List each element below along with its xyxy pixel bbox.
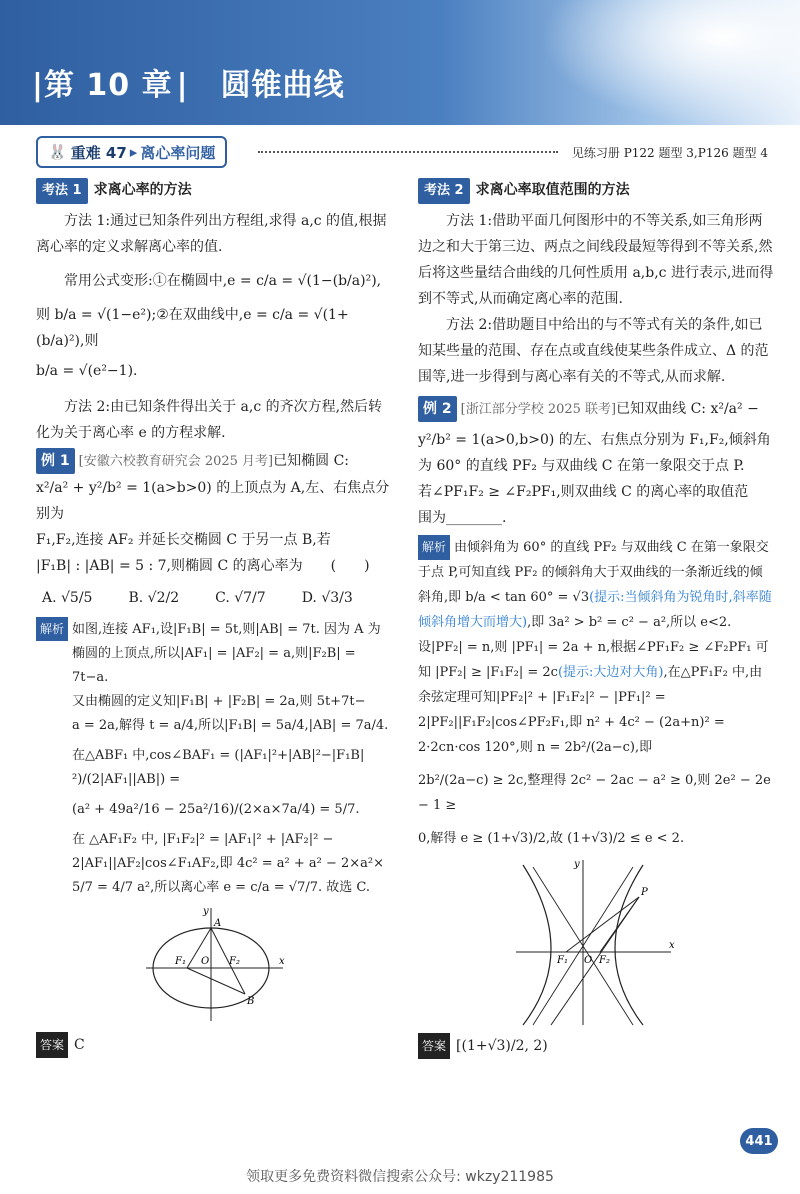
- rabbit-icon: 🐰: [48, 143, 67, 161]
- solution1-line: 又由椭圆的定义知|F₁B| + |F₂B| = 2a,则 5t+7t−: [72, 694, 366, 709]
- m1-text: 方法 1:通过已知条件列出方程组,求得 a,c 的值,根据离心率的定义求解离心率的值.: [36, 213, 387, 255]
- label-A: A: [214, 918, 222, 929]
- example1-tag: 例 1: [36, 448, 75, 474]
- method1-heading: [36, 177, 396, 204]
- banner-clouds: [540, 0, 800, 125]
- chapter-label: 第 10 章: [43, 68, 173, 103]
- label-B: B: [247, 996, 255, 1007]
- solution1-line: 2|AF₁||AF₂|cos∠F₁AF₂,即 4c² = a² + a² − 2×a²×: [72, 856, 384, 871]
- arrow-icon: ▸: [129, 143, 138, 161]
- left-column: [36, 175, 396, 1058]
- option-c: C. √7/7: [215, 590, 266, 606]
- topic-label: 重难 47: [70, 143, 127, 162]
- right-column: [418, 175, 774, 1059]
- example2: [418, 396, 774, 423]
- example1-source: [安徽六校教育研究会 2025 月考]: [78, 454, 274, 469]
- label-O: O: [584, 955, 593, 966]
- solution1-line: a = 2a,解得 t = a/4,所以|F₁B| = 5a/4,|AB| = 7a/4.: [72, 718, 389, 733]
- label-F2: F₂: [599, 955, 610, 966]
- solution1: [36, 617, 396, 900]
- solution1-line: 如图,连接 AF₁,设|F₁B| = 5t,则|AB| = 7t. 因为 A 为: [72, 622, 381, 637]
- label-P: P: [641, 887, 648, 898]
- solution2-part5: 0,解得 e ≥ (1+√3)/2,故 (1+√3)/2 ≤ e < 2.: [418, 831, 685, 846]
- m2-text: 方法 2:由已知条件得出关于 a,c 的齐次方程,然后转化为关于离心率 e 的方程求解.: [36, 399, 383, 441]
- answer2-tag: 答案: [418, 1033, 450, 1059]
- label-x: x: [279, 956, 285, 967]
- solution2-part3: ,在△PF₁F₂ 中,由余弦定理可知|PF₂|² + |F₁F₂|² − |PF₁|² = 2|PF₂||F₁F₂|cos∠PF₂F₁,即 n² + 4c² − (2a+n)² = 2·2cn·cos 120°,则 n = 2b²/(2a−c),即: [418, 665, 763, 755]
- r-p1: 方法 1:借助平面几何图形中的不等关系,如三角形两边之和大于第三边、两点之间线段最短等得到不等关系,然后将这些量结合曲线的几何性质用 a,b,c 进行表示,进而得到不等式,从而确定离心率的范围.: [418, 213, 774, 307]
- solution1-line: (a² + 49a²/16 − 25a²/16)/(2×a×7a/4) = 5/7.: [72, 802, 360, 817]
- solution1-tag: 解析: [36, 617, 68, 641]
- option-a: A. √5/5: [42, 590, 93, 606]
- method1-tag: 考法 1: [36, 178, 88, 204]
- label-y: y: [203, 906, 209, 917]
- solution1-line: 在 △AF₁F₂ 中, |F₁F₂|² = |AF₁|² + |AF₂|² −: [72, 832, 334, 847]
- label-x: x: [669, 940, 675, 951]
- footer-text: 领取更多免费资料微信搜索公众号: wkzy211985: [246, 1169, 554, 1185]
- chapter-banner: [0, 0, 800, 125]
- label-F2: F₂: [229, 956, 240, 967]
- bar-right: |: [176, 68, 189, 103]
- example1: [36, 448, 396, 475]
- method1-title: 求离心率的方法: [93, 182, 192, 198]
- example1-line3: F₁,F₂,连接 AF₂ 并延长交椭圆 C 于另一点 B,若: [36, 532, 331, 548]
- solution2-part1: 由倾斜角为 60° 的直线 PF₂ 与双曲线 C 在第一象限交于点 P,可知直线 PF₂ 的倾斜角大于双曲线的一条渐近线的倾斜角,即 b/a < tan 60° = √3: [418, 540, 769, 605]
- solution2-part4: 2b²/(2a−c) ≥ 2c,整理得 2c² − 2ac − a² ≥ 0,则 2e² − 2e − 1 ≥: [418, 773, 771, 813]
- topic-name: 离心率问题: [140, 143, 216, 162]
- solution1-line: 5/7 = 4/7 a²,所以离心率 e = c/a = √7/7. 故选 C.: [72, 880, 370, 895]
- answer1-tag: 答案: [36, 1032, 68, 1058]
- solution2-hint1: (提示:当倾斜角为锐角时,斜率随倾斜角增大而增大): [418, 590, 772, 630]
- label-F1: F₁: [557, 955, 568, 966]
- solution2-part2: ,即 3a² > b² = c² − a²,所以 e<2. 设|PF₂| = n,则 |PF₁| = 2a + n,根据∠PF₁F₂ ≥ ∠F₂PF₁ 可知 |PF₂| ≥ |F₁F₂| = 2c: [418, 615, 769, 680]
- m1-formula3: b/a = √(e²−1).: [36, 363, 138, 379]
- answer2-value: [(1+√3)/2, 2): [456, 1038, 548, 1054]
- example2-line2: y²/b² = 1(a>0,b>0) 的左、右焦点分别为 F₁,F₂,倾斜角: [418, 432, 771, 448]
- method2-title: 求离心率取值范围的方法: [475, 182, 630, 198]
- example1-line1: 已知椭圆 C:: [273, 453, 350, 469]
- solution2-tag: 解析: [418, 535, 450, 560]
- topic-box: [36, 136, 227, 168]
- bar-left: |: [32, 68, 44, 103]
- dotted-leader: [258, 151, 558, 153]
- option-d: D. √3/3: [301, 590, 353, 606]
- solution1-line: 椭圆的上顶点,所以|AF₁| = |AF₂| = a,则|F₂B| =: [72, 646, 356, 661]
- option-b: B. √2/2: [128, 590, 180, 606]
- page-number: 441: [740, 1128, 778, 1154]
- label-F1: F₁: [175, 956, 186, 967]
- r-p2: 方法 2:借助题目中给出的与不等式有关的条件,如已知某些量的范围、存在点或直线使某些条件成立、Δ 的范围等,进一步得到与离心率有关的不等式,从而求解.: [418, 317, 769, 385]
- solution1-line: 7t−a.: [72, 670, 109, 685]
- reference-note: 见练习册 P122 题型 3,P126 题型 4: [571, 146, 768, 160]
- hyperbola-figure: [511, 857, 681, 1027]
- answer2: [418, 1033, 774, 1059]
- chapter-heading: [32, 60, 345, 104]
- options: [36, 585, 396, 611]
- example2-line4: 若∠PF₁F₂ ≥ ∠F₂PF₁,则双曲线 C 的离心率的取值范: [418, 484, 749, 500]
- label-O: O: [201, 956, 210, 967]
- label-y: y: [574, 859, 580, 870]
- answer1-value: C: [74, 1037, 85, 1053]
- m1-formula2: 则 b/a = √(1−e²);②在双曲线中,e = c/a = √(1+(b/a)²),则: [36, 307, 349, 349]
- example2-source: [浙江部分学校 2025 联考]: [460, 402, 617, 417]
- example1-line4: |F₁B| : |AB| = 5 : 7,则椭圆 C 的离心率为 ( ): [36, 558, 370, 574]
- chapter-title: 圆锥曲线: [220, 68, 345, 103]
- example2-line1: 已知双曲线 C: x²/a² −: [616, 401, 759, 417]
- m1-formula1: 常用公式变形:①在椭圆中,e = c/a = √(1−(b/a)²),: [64, 273, 382, 289]
- answer1: [36, 1032, 396, 1058]
- example2-line3: 为 60° 的直线 PF₂ 与双曲线 C 在第一象限交于点 P.: [418, 458, 745, 474]
- solution2: [418, 535, 774, 851]
- example2-line5: 围为________.: [418, 510, 507, 526]
- example2-tag: 例 2: [418, 396, 457, 422]
- solution1-line: 在△ABF₁ 中,cos∠BAF₁ = (|AF₁|²+|AB|²−|F₁B|²)/(2|AF₁||AB|) =: [72, 748, 365, 787]
- solution2-hint2: (提示:大边对大角): [557, 665, 664, 680]
- example1-line2: x²/a² + y²/b² = 1(a>b>0) 的上顶点为 A,左、右焦点分别为: [36, 480, 390, 522]
- method2-tag: 考法 2: [418, 178, 470, 204]
- ellipse-figure: [141, 906, 291, 1026]
- method2-heading: [418, 177, 774, 204]
